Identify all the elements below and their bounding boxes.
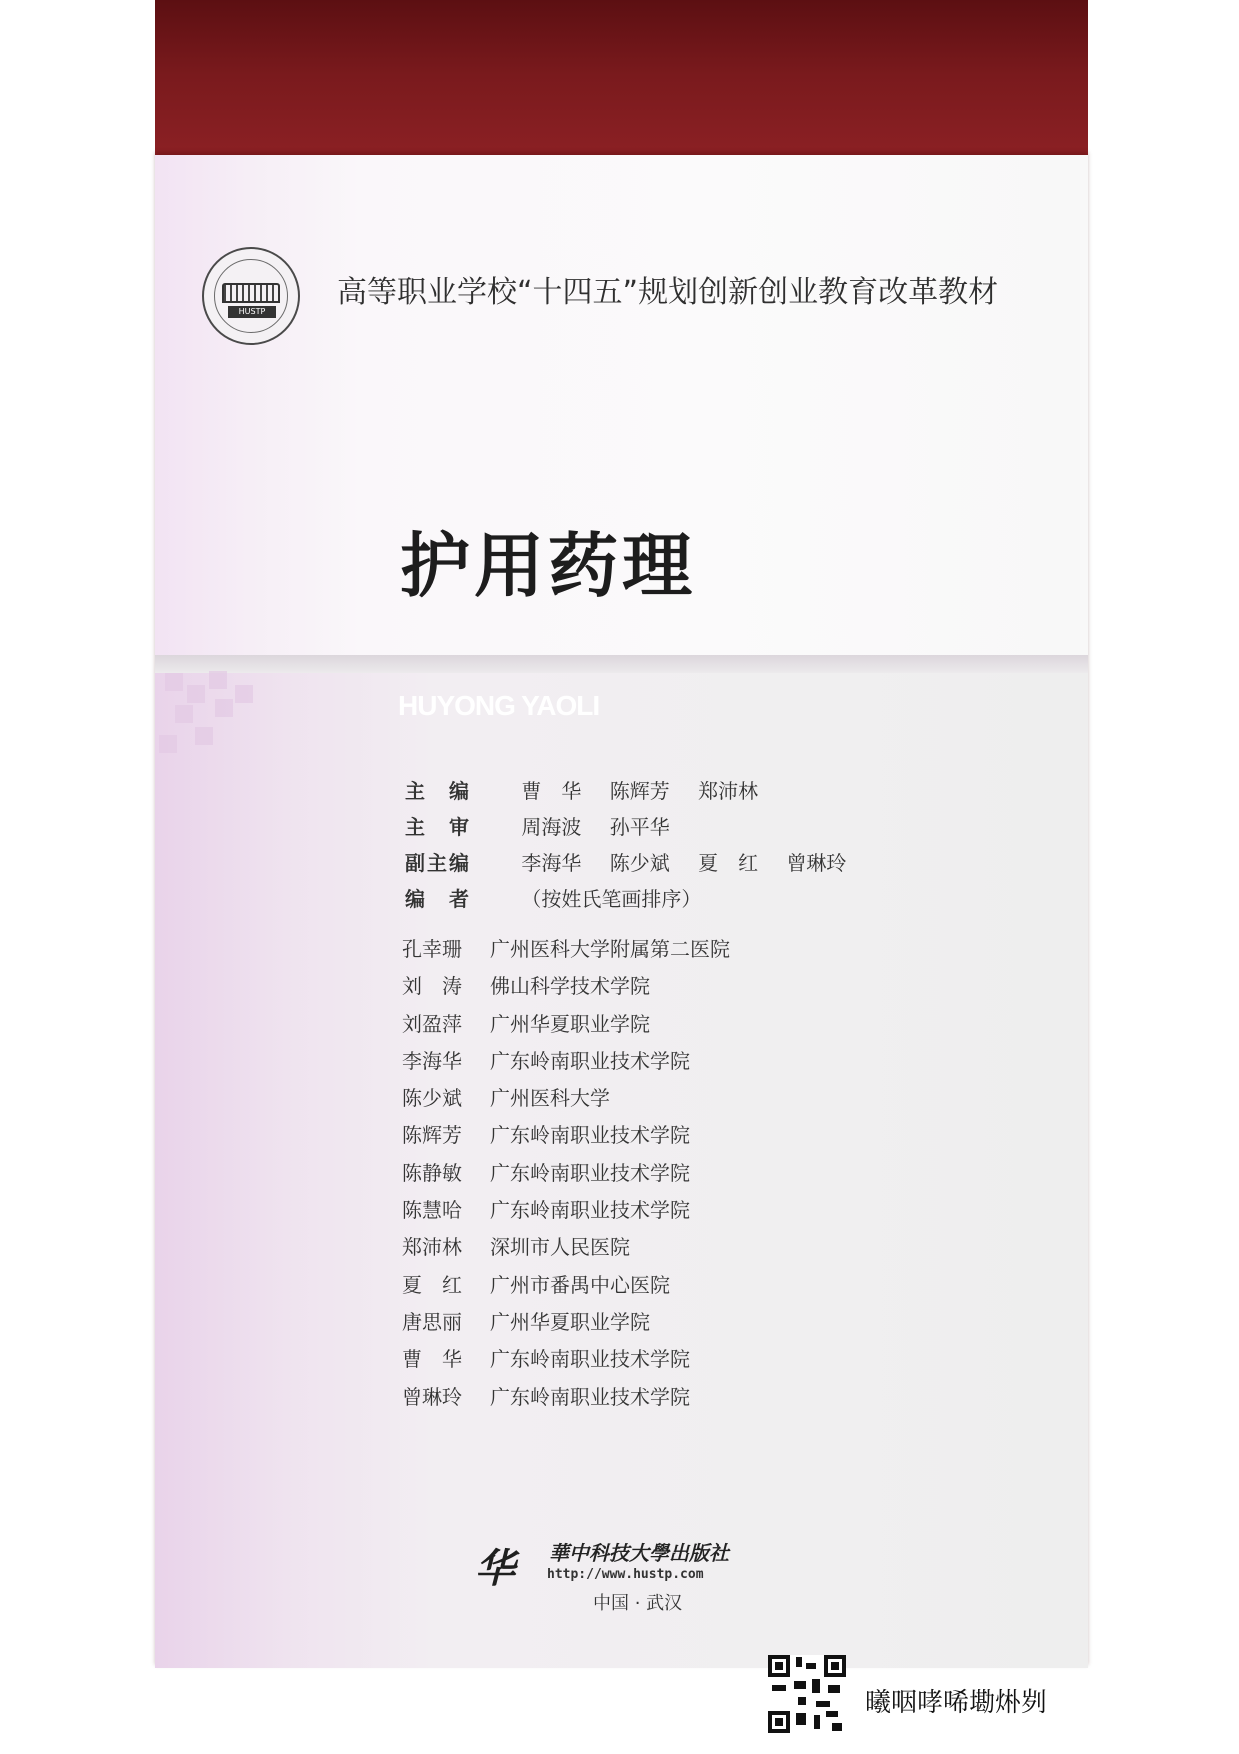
publisher-url: http://www.hustp.com	[547, 1567, 704, 1582]
credit-name: 李海华	[521, 851, 582, 875]
credit-name: 周海波	[521, 815, 582, 839]
list-item	[402, 1194, 730, 1231]
footer-text: 曦咽哮唏墈烞刿	[865, 1688, 1048, 1718]
list-item	[402, 1008, 730, 1045]
credit-role: 编 者	[405, 887, 471, 911]
credit-name: 郑沛林	[698, 779, 759, 803]
contributor-affiliation: 广东岭南职业技术学院	[490, 1347, 690, 1372]
list-item	[402, 1157, 730, 1194]
contributor-name: 曹 华	[402, 1347, 462, 1372]
qr-code-icon	[768, 1655, 846, 1733]
publisher-place: 中国 · 武汉	[593, 1593, 683, 1614]
credit-name: 曹 华	[521, 779, 582, 803]
contributor-name: 陈少斌	[402, 1086, 462, 1111]
list-item	[402, 1119, 730, 1156]
contributor-name: 刘盈萍	[402, 1011, 462, 1036]
contributors-list	[402, 933, 730, 1418]
credit-role: 副主编	[405, 851, 471, 875]
list-item	[402, 1306, 730, 1343]
credit-name: 曾琳玲	[786, 851, 847, 875]
band-edge	[155, 655, 1088, 673]
list-item	[402, 1082, 730, 1119]
contributor-name: 郑沛林	[402, 1235, 462, 1260]
contributor-name: 夏 红	[402, 1272, 462, 1297]
credit-role: 主 编	[405, 779, 471, 803]
contributor-affiliation: 深圳市人民医院	[490, 1235, 630, 1260]
title-page	[155, 155, 1088, 1668]
contributor-affiliation: 广州市番禺中心医院	[490, 1272, 670, 1297]
credits-block	[405, 775, 868, 919]
credit-role: 主 审	[405, 815, 471, 839]
contributor-name: 李海华	[402, 1048, 462, 1073]
list-item	[402, 1045, 730, 1082]
credit-name: 陈少斌	[609, 851, 670, 875]
credit-row	[405, 811, 868, 847]
book-cover-edge	[155, 0, 1088, 168]
contributor-affiliation: 广州医科大学附属第二医院	[490, 937, 730, 961]
contributor-name: 陈辉芳	[402, 1123, 462, 1148]
contributor-affiliation: 广东岭南职业技术学院	[490, 1048, 690, 1073]
contributor-name: 孔幸珊	[402, 937, 462, 961]
contributor-name: 刘 涛	[402, 974, 462, 999]
contributor-affiliation: 广州华夏职业学院	[490, 1309, 650, 1334]
contributor-name: 唐思丽	[402, 1309, 462, 1334]
list-item	[402, 933, 730, 970]
contributor-affiliation: 广东岭南职业技术学院	[490, 1123, 690, 1148]
list-item	[402, 1269, 730, 1306]
list-item	[402, 970, 730, 1007]
contributor-affiliation: 广东岭南职业技术学院	[490, 1198, 690, 1223]
book-title: 护用药理	[400, 525, 696, 607]
pinyin-title: HUYONG YAOLI	[398, 690, 600, 721]
contributor-affiliation: 广州华夏职业学院	[490, 1011, 650, 1036]
contributor-affiliation: 广东岭南职业技术学院	[490, 1384, 690, 1409]
book-icon	[222, 283, 280, 303]
credit-name: 孙平华	[609, 815, 670, 839]
contributor-affiliation: 广州医科大学	[490, 1086, 610, 1111]
credit-name: 夏 红	[698, 851, 759, 875]
credit-row	[405, 775, 868, 811]
credit-row	[405, 883, 868, 919]
credit-name: 陈辉芳	[609, 779, 670, 803]
contributor-affiliation: 广东岭南职业技术学院	[490, 1160, 690, 1185]
series-title: 高等职业学校“十四五”规划创新创业教育改革教材	[337, 275, 999, 310]
contributor-name: 曾琳玲	[402, 1384, 462, 1409]
seal-text: HUSTP	[228, 306, 276, 318]
credit-row	[405, 847, 868, 883]
publisher-name: 華中科技大學出版社	[549, 1541, 729, 1565]
list-item	[402, 1343, 730, 1380]
publisher-seal-icon	[202, 247, 300, 345]
decorative-mosaic	[155, 665, 275, 765]
contributor-name: 陈静敏	[402, 1160, 462, 1185]
credit-note: （按姓氏笔画排序）	[521, 887, 702, 911]
list-item	[402, 1231, 730, 1268]
contributor-affiliation: 佛山科学技术学院	[490, 974, 650, 999]
publisher-logo-icon: 华	[475, 1545, 515, 1592]
contributor-name: 陈慧哈	[402, 1198, 462, 1223]
list-item	[402, 1381, 730, 1418]
